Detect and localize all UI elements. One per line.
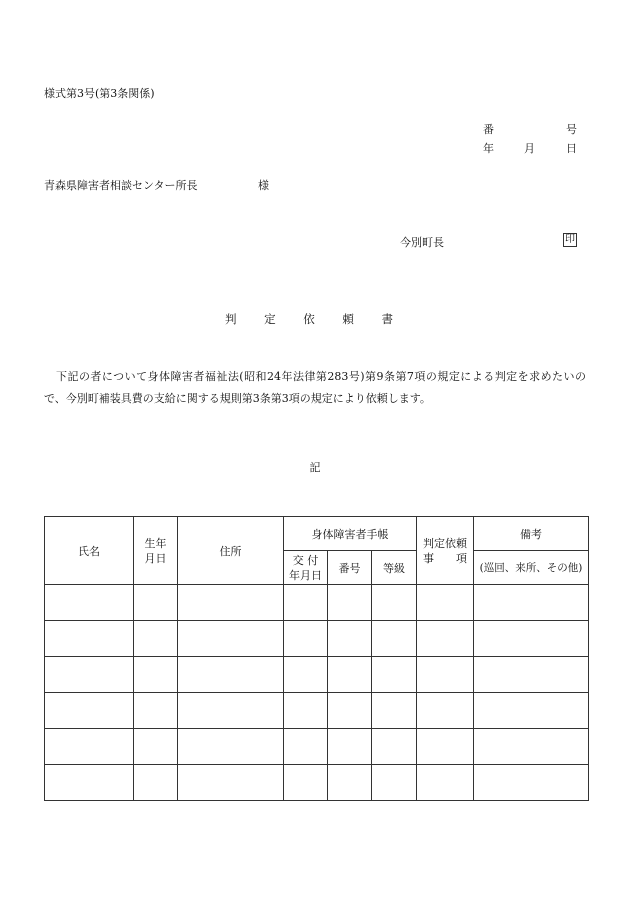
- grade-cell[interactable]: [372, 585, 417, 621]
- request-cell[interactable]: [417, 585, 474, 621]
- reference-number-label: 番: [483, 123, 494, 136]
- name-cell[interactable]: [45, 765, 134, 801]
- grade-cell[interactable]: [372, 765, 417, 801]
- table-row: [45, 585, 589, 621]
- request-cell[interactable]: [417, 729, 474, 765]
- name-cell[interactable]: [45, 585, 134, 621]
- table-row: [45, 729, 589, 765]
- number-cell[interactable]: [328, 765, 372, 801]
- col-name-header: 氏名: [45, 517, 134, 585]
- col-address-header: 住所: [178, 517, 284, 585]
- ki-heading: 記: [309, 461, 321, 474]
- grade-cell[interactable]: [372, 693, 417, 729]
- remarks-cell[interactable]: [474, 693, 589, 729]
- address-cell[interactable]: [178, 585, 284, 621]
- issue-date-cell[interactable]: [284, 657, 328, 693]
- form-number: 様式第3号(第3条関係): [44, 87, 155, 100]
- birthdate-cell[interactable]: [134, 657, 178, 693]
- address-cell[interactable]: [178, 693, 284, 729]
- number-cell[interactable]: [328, 585, 372, 621]
- addressee-honorific: 様: [258, 179, 269, 192]
- col-remarks-header: 備考: [474, 517, 589, 551]
- name-cell[interactable]: [45, 693, 134, 729]
- address-cell[interactable]: [178, 621, 284, 657]
- addressee: 青森県障害者相談センター所長: [44, 179, 198, 192]
- col-issue-date-header: 交 付 年月日: [284, 551, 328, 585]
- birthdate-cell[interactable]: [134, 765, 178, 801]
- number-cell[interactable]: [328, 729, 372, 765]
- table-header-row: [45, 517, 589, 551]
- remarks-cell[interactable]: [474, 765, 589, 801]
- table-row: [45, 765, 589, 801]
- issue-date-cell[interactable]: [284, 621, 328, 657]
- col-request-header: 判定依頼 事 項: [417, 517, 474, 585]
- address-cell[interactable]: [178, 657, 284, 693]
- table-body: [45, 585, 589, 801]
- request-cell[interactable]: [417, 693, 474, 729]
- reference-number-suffix: 号: [566, 123, 577, 136]
- name-cell[interactable]: [45, 729, 134, 765]
- table-row: [45, 621, 589, 657]
- col-handbook-header: 身体障害者手帳: [284, 517, 417, 551]
- name-cell[interactable]: [45, 657, 134, 693]
- request-cell[interactable]: [417, 621, 474, 657]
- seal-mark: 印: [565, 234, 575, 245]
- issue-date-cell[interactable]: [284, 729, 328, 765]
- birthdate-cell[interactable]: [134, 585, 178, 621]
- grade-cell[interactable]: [372, 621, 417, 657]
- birthdate-cell[interactable]: [134, 729, 178, 765]
- remarks-cell[interactable]: [474, 657, 589, 693]
- remarks-cell[interactable]: [474, 621, 589, 657]
- col-birthdate-header: 生年 月日: [134, 517, 178, 585]
- birthdate-cell[interactable]: [134, 621, 178, 657]
- request-body-text: 下記の者について身体障害者福祉法(昭和24年法律第283号)第9条第7項の規定による判定を求めたいので、今別町補装具費の支給に関する規則第3条第3項の規定により依頼します。: [44, 370, 586, 405]
- request-cell[interactable]: [417, 765, 474, 801]
- name-cell[interactable]: [45, 621, 134, 657]
- issue-date-cell[interactable]: [284, 693, 328, 729]
- document-title: 判 定 依 頼 書: [224, 312, 406, 326]
- request-cell[interactable]: [417, 657, 474, 693]
- address-cell[interactable]: [178, 765, 284, 801]
- date-year-label: 年: [483, 142, 494, 155]
- table-row: [45, 657, 589, 693]
- date-month-label: 月: [524, 142, 535, 155]
- grade-cell[interactable]: [372, 729, 417, 765]
- col-grade-header: 等級: [372, 551, 417, 585]
- number-cell[interactable]: [328, 657, 372, 693]
- remarks-cell[interactable]: [474, 729, 589, 765]
- col-remarks-subheader: (巡回、来所、その他): [474, 551, 589, 585]
- birthdate-cell[interactable]: [134, 693, 178, 729]
- date-day-label: 日: [566, 142, 577, 155]
- issue-date-cell[interactable]: [284, 585, 328, 621]
- number-cell[interactable]: [328, 693, 372, 729]
- number-cell[interactable]: [328, 621, 372, 657]
- sender: 今別町長: [400, 236, 444, 249]
- col-number-header: 番号: [328, 551, 372, 585]
- issue-date-cell[interactable]: [284, 765, 328, 801]
- remarks-cell[interactable]: [474, 585, 589, 621]
- table-row: [45, 693, 589, 729]
- request-table: [44, 516, 589, 801]
- grade-cell[interactable]: [372, 657, 417, 693]
- address-cell[interactable]: [178, 729, 284, 765]
